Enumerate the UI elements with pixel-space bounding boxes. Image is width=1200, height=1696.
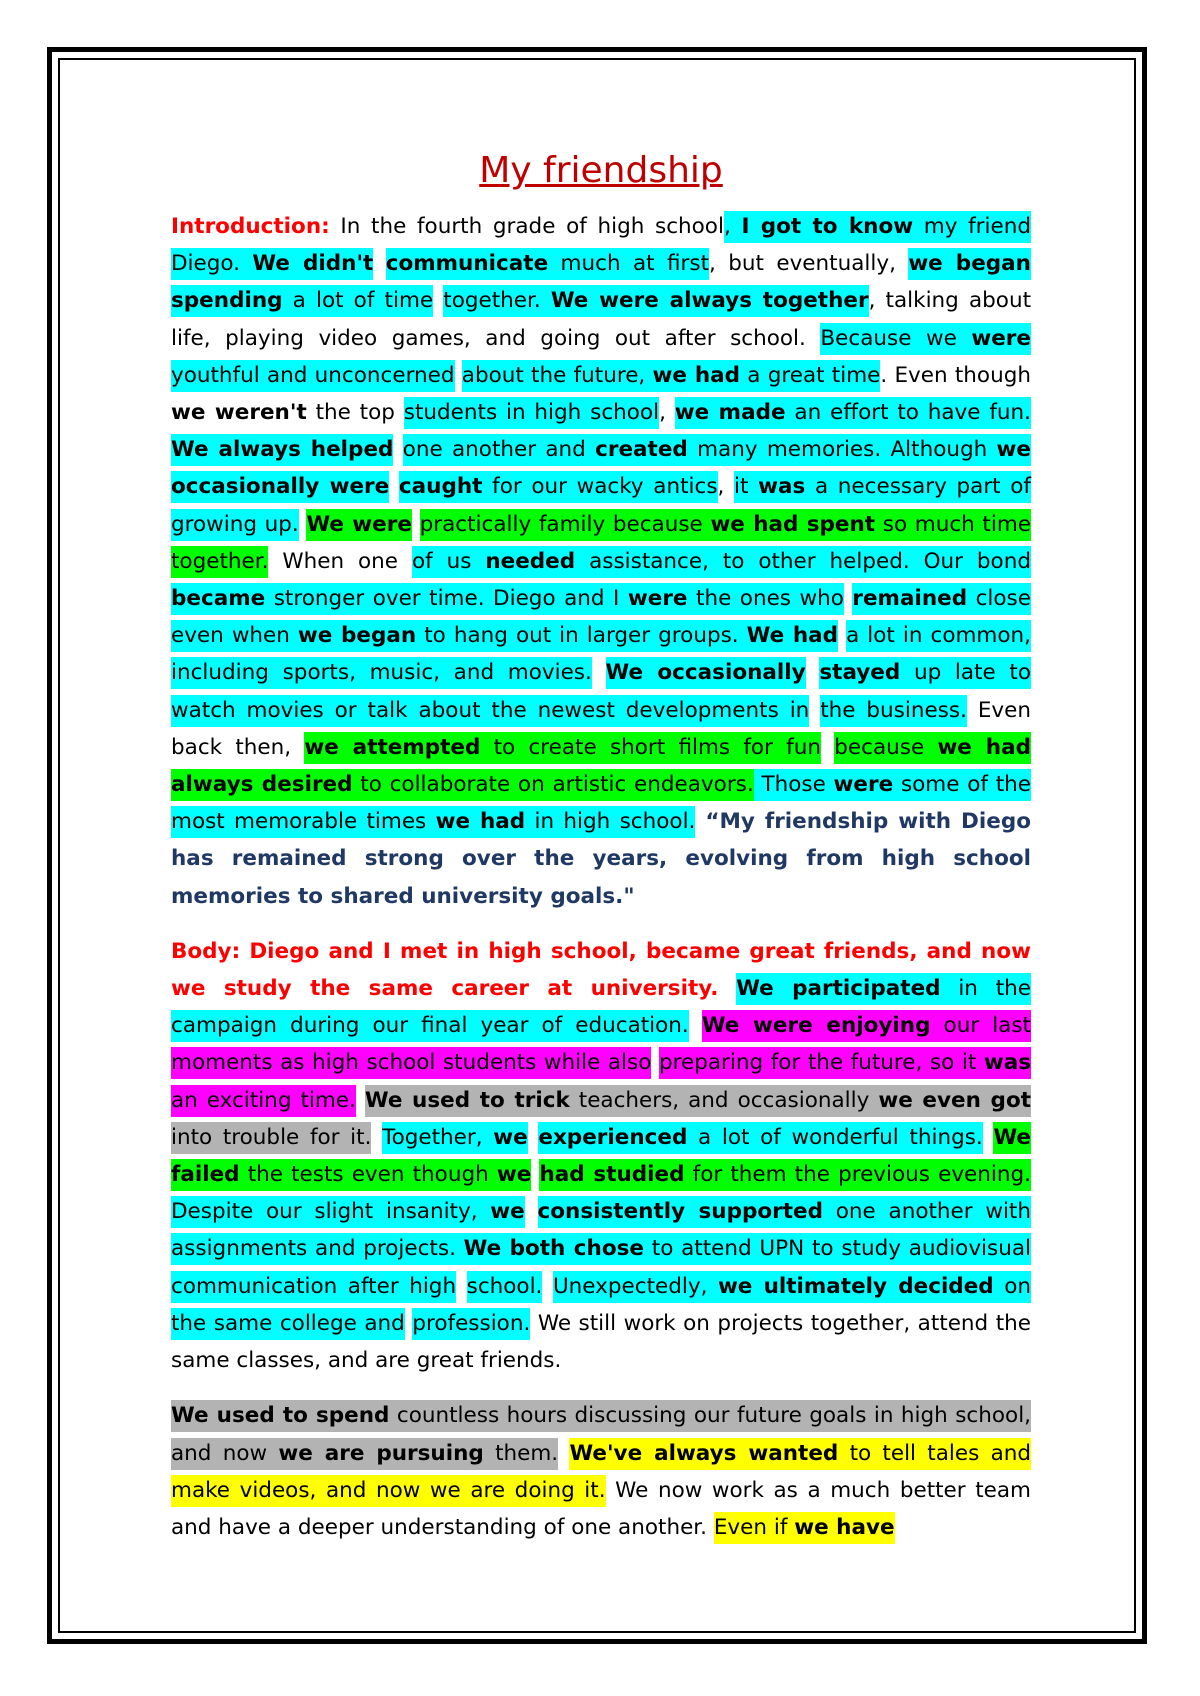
text-run: preparing for the future, so it [659, 1047, 984, 1079]
text-run: youthful and unconcerned [171, 360, 455, 392]
text-run: we had [653, 360, 741, 392]
text-run: we made [675, 397, 786, 429]
text-run: We used to trick [365, 1085, 570, 1117]
text-run: we [497, 1159, 531, 1191]
text-run: to hang out in larger groups. [416, 620, 746, 652]
text-run: In the fourth grade of high school [329, 214, 724, 239]
text-run: Together, [382, 1122, 493, 1154]
text-run: When one [268, 548, 412, 574]
text-run: teachers, and occasionally [570, 1085, 879, 1117]
text-run: , [717, 474, 735, 500]
text-run: was [758, 471, 805, 503]
text-run: to create short films for fun [480, 732, 821, 764]
text-run: the top [306, 400, 404, 426]
text-run [525, 1199, 538, 1224]
text-run: Even back then, [171, 697, 1031, 760]
text-run [558, 1441, 569, 1466]
text-run [373, 251, 385, 276]
text-run [371, 1125, 382, 1150]
text-run: one another with assignments and projects. [171, 1196, 1031, 1265]
text-run: stayed [819, 657, 900, 689]
text-run: We had [747, 620, 838, 652]
text-run: We were enjoying [702, 1010, 931, 1042]
text-run: we began spending [171, 248, 1031, 317]
text-run: we had [436, 806, 526, 838]
text-run: We still work on projects together, attend the same classes, and are great friends. [171, 1310, 1031, 1374]
text-run: created [595, 434, 688, 466]
text-run: we have [794, 1512, 894, 1544]
text-run: the tests even though [240, 1159, 497, 1191]
text-run: “My friendship with Diego has remained strong over the years, evolving from high school memories to shared university goals." [171, 809, 1032, 909]
text-run: about the future, [462, 360, 653, 392]
text-run: we began [298, 620, 416, 652]
document-body [171, 148, 1031, 1564]
text-run [542, 1274, 553, 1299]
text-run: students in high school [404, 397, 659, 429]
text-run: I got to know [741, 211, 913, 243]
text-run: we attempted [304, 732, 480, 764]
text-run: communicate [386, 248, 548, 280]
text-run: close even when [171, 583, 1031, 652]
text-run: one another and [403, 434, 595, 466]
text-run: it [734, 471, 758, 503]
text-run: , but eventually, [709, 251, 909, 277]
text-run: a lot in common, including sports, music, and movies. [171, 620, 1031, 689]
text-run: into trouble for it. [171, 1122, 371, 1154]
text-run: caught [399, 471, 483, 503]
text-run: , [724, 211, 742, 243]
text-run: We used to spend [171, 1400, 389, 1432]
text-run: practically family because [420, 509, 711, 541]
text-run: consistently supported [538, 1196, 824, 1228]
text-run: We failed [171, 1122, 1031, 1191]
text-run [651, 1050, 659, 1075]
document-title: My friendship [479, 150, 723, 191]
text-run: school. [467, 1271, 543, 1303]
text-run: we had spent [710, 509, 875, 541]
text-run [389, 474, 399, 499]
text-run: to tell tales and make videos, and now we are doing it. [171, 1438, 1031, 1507]
text-run: my friend Diego. [171, 211, 1031, 280]
text-run: experienced [538, 1122, 687, 1154]
text-run: in high school. [525, 806, 695, 838]
text-run: became [171, 583, 265, 615]
text-run: we even got [878, 1085, 1031, 1117]
text-run: together. [443, 285, 551, 317]
text-run: to attend UPN to study audiovisual communication after high [171, 1233, 1031, 1302]
text-run [689, 1013, 702, 1038]
text-run [821, 735, 834, 760]
text-run: the business. [820, 695, 967, 727]
paragraph-body [171, 933, 1031, 1379]
text-run: we ultimately decided [718, 1271, 994, 1303]
text-run: of us [412, 546, 485, 578]
text-run: remained [852, 583, 967, 615]
text-run: an effort to have fun. [786, 397, 1031, 429]
text-run: was [984, 1047, 1031, 1079]
paragraph-introduction [171, 208, 1031, 915]
text-run: countless hours discussing our future goals in high school, and now [171, 1400, 1031, 1469]
text-run: on the same college and [171, 1271, 1031, 1340]
text-run: needed [485, 546, 575, 578]
text-run [412, 512, 420, 537]
text-run: them. [484, 1438, 558, 1470]
text-run: Those [754, 769, 834, 801]
text-run: a great time [740, 360, 880, 392]
text-run [806, 660, 820, 685]
text-run: we are pursuing [278, 1438, 483, 1470]
text-run: Because we [820, 323, 971, 355]
text-run: a lot of time [283, 285, 434, 317]
text-run: so much time together. [171, 509, 1031, 578]
text-run: we had always desired [171, 732, 1031, 801]
text-run: an exciting time. [171, 1085, 356, 1117]
text-run: Even if [714, 1512, 794, 1544]
text-run: for our wacky antics [482, 471, 717, 503]
text-run: were [971, 323, 1031, 355]
text-run [809, 698, 820, 723]
text-run: a lot of wonderful things. [687, 1122, 982, 1154]
text-run: because [834, 732, 937, 764]
paragraph-closing [171, 1397, 1031, 1546]
text-run [983, 1125, 994, 1150]
text-run: Introduction: [171, 214, 330, 239]
text-run: assistance, to other helped. Our bond [575, 546, 1031, 578]
text-run: some of the most memorable times [171, 769, 1031, 838]
text-run: up late to watch movies or talk about the newest developments in [171, 657, 1031, 726]
text-run [393, 437, 402, 462]
text-run: We were [306, 509, 411, 541]
text-run: We participated [736, 973, 940, 1005]
text-run [455, 363, 462, 388]
text-run: we weren't [171, 400, 307, 426]
text-run: we occasionally were [171, 434, 1031, 503]
text-run [433, 288, 443, 313]
text-run: We now work as a much better team and have a deeper understanding of one another. [171, 1477, 1031, 1540]
text-run [592, 660, 606, 685]
text-run: much at first [548, 248, 709, 280]
text-run: We always helped [171, 434, 393, 466]
text-run: We occasionally [606, 657, 806, 689]
text-run: our last moments as high school students while also [171, 1010, 1031, 1079]
text-run: in the campaign during our final year of education. [171, 973, 1031, 1042]
text-run: were [628, 583, 688, 615]
text-run: were [834, 769, 894, 801]
text-run: Body: Diego and I met in high school, became great friends, and now we study the same career at university. [171, 938, 1031, 1002]
text-run: the ones who [688, 583, 844, 615]
text-run: to collaborate on artistic endeavors. [353, 769, 754, 801]
text-run [456, 1274, 467, 1299]
text-run: a necessary part of growing up. [171, 471, 1031, 540]
text-run: many memories. Although [688, 434, 997, 466]
text-run: . Even though [880, 362, 1031, 388]
text-run: profession. [412, 1308, 530, 1340]
text-run: , talking about life, playing video games, and going out after school. [171, 288, 1031, 351]
text-run [528, 1125, 539, 1150]
text-run: We were always together [551, 285, 869, 317]
text-run: stronger over time. Diego and I [265, 583, 628, 615]
text-run [838, 623, 846, 648]
text-run: had studied [539, 1159, 684, 1191]
text-run: We didn't [252, 248, 373, 280]
text-run: We both chose [464, 1233, 644, 1265]
text-run: , [659, 400, 675, 426]
text-run: for them the previous evening. [685, 1159, 1031, 1191]
text-run: we [493, 1122, 527, 1154]
text-run: We've always wanted [569, 1438, 838, 1470]
text-run [718, 976, 736, 1001]
text-run: Unexpectedly, [553, 1271, 718, 1303]
text-run [356, 1088, 365, 1113]
text-run: Despite our slight insanity, [171, 1196, 490, 1228]
text-run: we [490, 1196, 524, 1228]
